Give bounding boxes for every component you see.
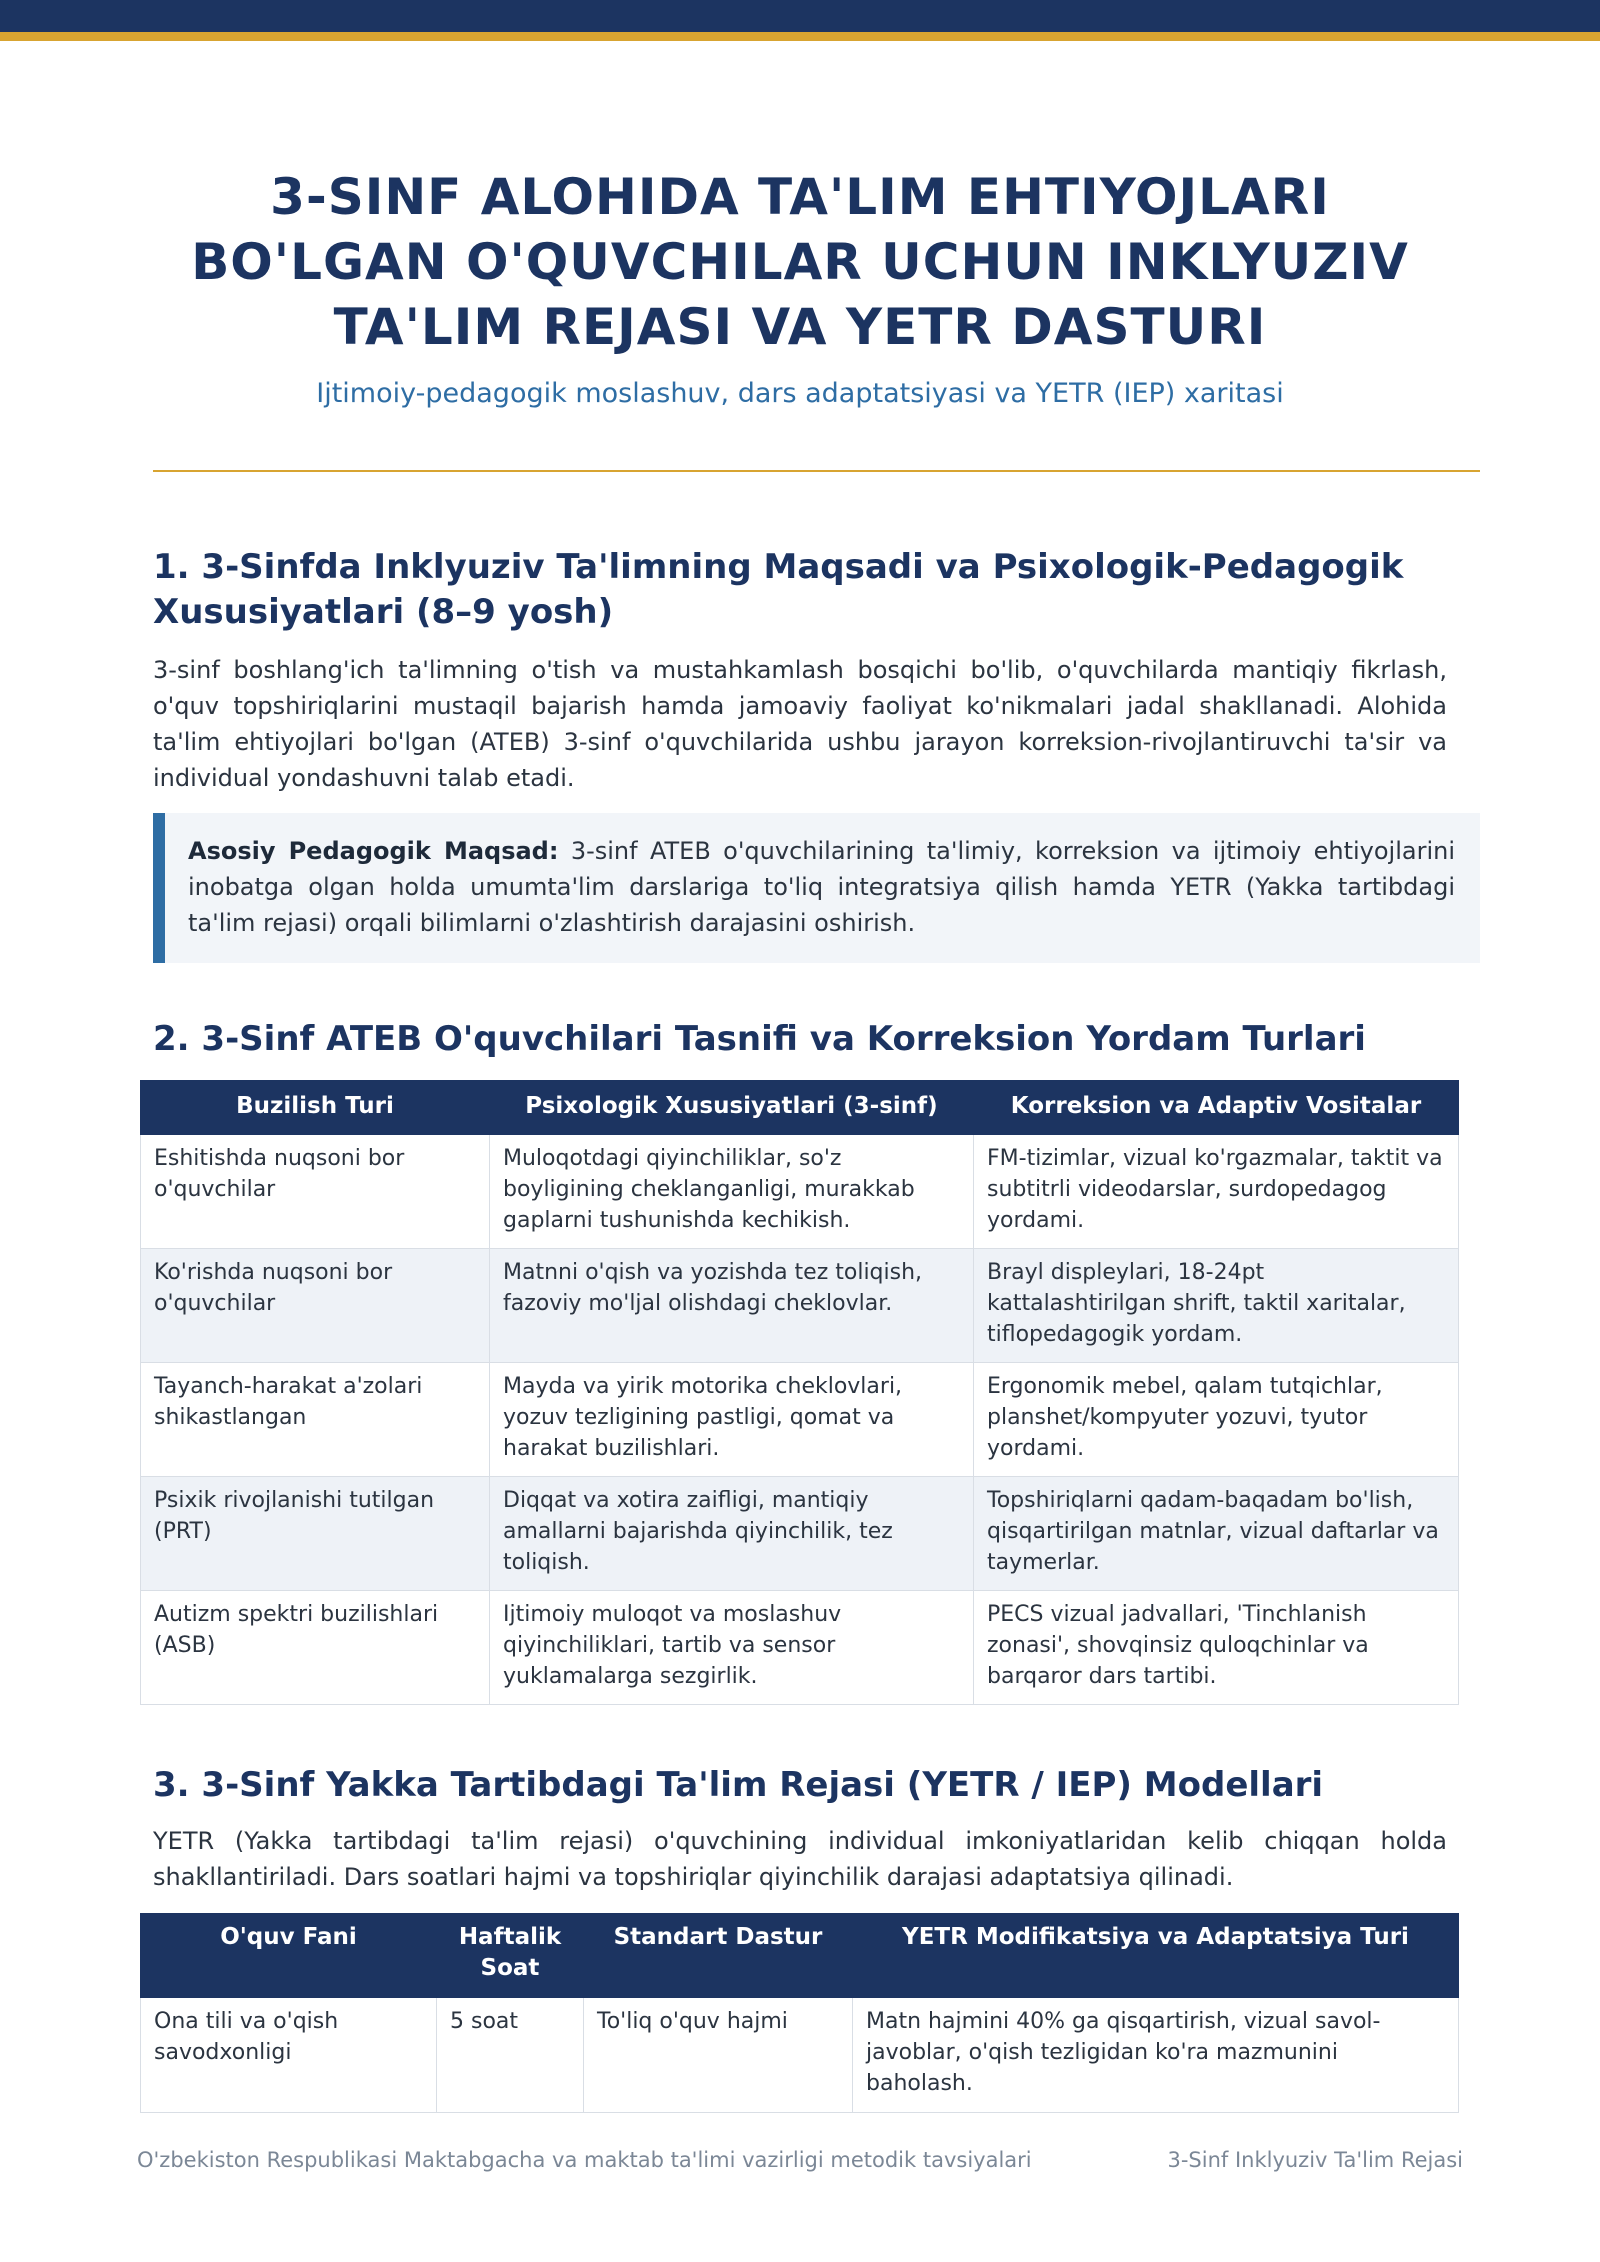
table-cell: Ona tili va o'qish savodxonligi bbox=[141, 1998, 437, 2113]
table-cell: PECS vizual jadvallari, 'Tinchlanish zonasi', shovqinsiz quloqchinlar va barqaror dars tartibi. bbox=[974, 1591, 1459, 1705]
table-cell: Diqqat va xotira zaifligi, mantiqiy amallarni bajarishda qiyinchilik, tez toliqish. bbox=[490, 1477, 974, 1591]
table-cell: Eshitishda nuqsoni bor o'quvchilar bbox=[141, 1135, 490, 1249]
table-row bbox=[141, 1591, 1459, 1705]
section-3-paragraph: YETR (Yakka tartibdagi ta'lim rejasi) o'quvchining individual imkoniyatlaridan kelib chiqqan holda shakllantiriladi. Dars soatlari hajmi va topshiriqlar qiyinchilik darajasi adaptatsiya qilinadi. bbox=[153, 1827, 1447, 1891]
title-divider bbox=[153, 470, 1480, 472]
section-1-paragraph: 3-sinf boshlang'ich ta'limning o'tish va mustahkamlash bosqichi bo'lib, o'quvchilarda mantiqiy fikrlash, o'quv topshiriqlarini mustaqil bajarish hamda jamoaviy faoliyat ko'nikmalari jadal shakllanadi. Alohida ta'lim ehtiyojlari bo'lgan (ATEB) 3-sinf o'quvchilarida ushbu jarayon korreksion-rivojlantiruvchi ta'sir va individual yondashuvni talab etadi. bbox=[153, 656, 1447, 792]
column-header: Standart Dastur bbox=[584, 1914, 853, 1998]
table-row bbox=[141, 1477, 1459, 1591]
table-cell: Matnni o'qish va yozishda tez toliqish, fazoviy mo'ljal olishdagi cheklovlar. bbox=[490, 1249, 974, 1363]
table-cell: Ergonomik mebel, qalam tutqichlar, planshet/kompyuter yozuvi, tyutor yordami. bbox=[974, 1363, 1459, 1477]
goal-callout-label: Asosiy Pedagogik Maqsad: bbox=[188, 837, 559, 865]
disorder-classification-table bbox=[140, 1080, 1459, 1705]
table-cell: 5 soat bbox=[437, 1998, 584, 2113]
table-cell: Ko'rishda nuqsoni bor o'quvchilar bbox=[141, 1249, 490, 1363]
table-row bbox=[141, 1998, 1459, 2113]
table-header-row bbox=[141, 1081, 1459, 1135]
table-row bbox=[141, 1363, 1459, 1477]
iep-models-table bbox=[140, 1913, 1459, 2113]
top-banner-bar bbox=[0, 0, 1600, 32]
section-2-heading: 2. 3-Sinf ATEB O'quvchilari Tasnifi va Korreksion Yordam Turlari bbox=[153, 1019, 1366, 1059]
table-cell: Ijtimoiy muloqot va moslashuv qiyinchiliklari, tartib va sensor yuklamalarga sezgirlik. bbox=[490, 1591, 974, 1705]
column-header: Korreksion va Adaptiv Vositalar bbox=[974, 1081, 1459, 1135]
table-cell: Tayanch-harakat a'zolari shikastlangan bbox=[141, 1363, 490, 1477]
table-cell: Psixik rivojlanishi tutilgan (PRT) bbox=[141, 1477, 490, 1591]
section-1-heading: 1. 3-Sinfda Inklyuziv Ta'limning Maqsadi va Psixologik-Pedagogik Xususiyatlari (8–9 yosh) bbox=[153, 547, 1404, 632]
footer-source: O'zbekiston Respublikasi Maktabgacha va maktab ta'limi vazirligi metodik tavsiyalari bbox=[137, 2148, 1032, 2172]
goal-callout-body: 3-sinf ATEB o'quvchilarining ta'limiy, korreksion va ijtimoiy ehtiyojlarini inobatga olgan holda umumta'lim darslariga to'liq integratsiya qilish hamda YETR (Yakka tartibdagi ta'lim rejasi) orqali bilimlarni o'zlashtirish darajasini oshirish. bbox=[188, 837, 1455, 937]
goal-callout-text bbox=[188, 833, 1455, 941]
column-header: Haftalik Soat bbox=[437, 1914, 584, 1998]
table-cell: Brayl displeylari, 18-24pt kattalashtirilgan shrift, taktil xaritalar, tiflopedagogik yordam. bbox=[974, 1249, 1459, 1363]
document-subtitle: Ijtimoiy-pedagogik moslashuv, dars adaptatsiyasi va YETR (IEP) xaritasi bbox=[316, 378, 1284, 409]
table-cell: Matn hajmini 40% ga qisqartirish, vizual savol-javoblar, o'qish tezligidan ko'ra mazmunini baholash. bbox=[853, 1998, 1459, 2113]
goal-callout bbox=[153, 813, 1480, 963]
column-header: Psixologik Xususiyatlari (3-sinf) bbox=[490, 1081, 974, 1135]
table-cell: To'liq o'quv hajmi bbox=[584, 1998, 853, 2113]
table-cell: Mayda va yirik motorika cheklovlari, yozuv tezligining pastligi, qomat va harakat buzilishlari. bbox=[490, 1363, 974, 1477]
table-cell: Autizm spektri buzilishlari (ASB) bbox=[141, 1591, 490, 1705]
table-header-row bbox=[141, 1914, 1459, 1998]
document-title: 3-SINF ALOHIDA TA'LIM EHTIYOJLARI BO'LGAN O'QUVCHILAR UCHUN INKLYUZIV TA'LIM REJASI VA YETR DASTURI bbox=[191, 168, 1409, 356]
top-accent-stripe bbox=[0, 32, 1600, 41]
table-row bbox=[141, 1135, 1459, 1249]
table-cell: FM-tizimlar, vizual ko'rgazmalar, taktit va subtitrli videodarslar, surdopedagog yordami. bbox=[974, 1135, 1459, 1249]
section-3-heading: 3. 3-Sinf Yakka Tartibdagi Ta'lim Rejasi (YETR / IEP) Modellari bbox=[153, 1765, 1324, 1805]
column-header: O'quv Fani bbox=[141, 1914, 437, 1998]
column-header: YETR Modifikatsiya va Adaptatsiya Turi bbox=[853, 1914, 1459, 1998]
footer-doc-name: 3-Sinf Inklyuziv Ta'lim Rejasi bbox=[1167, 2148, 1463, 2172]
table-row bbox=[141, 1249, 1459, 1363]
table-cell: Topshiriqlarni qadam-baqadam bo'lish, qisqartirilgan matnlar, vizual daftarlar va taymerlar. bbox=[974, 1477, 1459, 1591]
column-header: Buzilish Turi bbox=[141, 1081, 490, 1135]
table-cell: Muloqotdagi qiyinchiliklar, so'z boyligining cheklanganligi, murakkab gaplarni tushunishda kechikish. bbox=[490, 1135, 974, 1249]
